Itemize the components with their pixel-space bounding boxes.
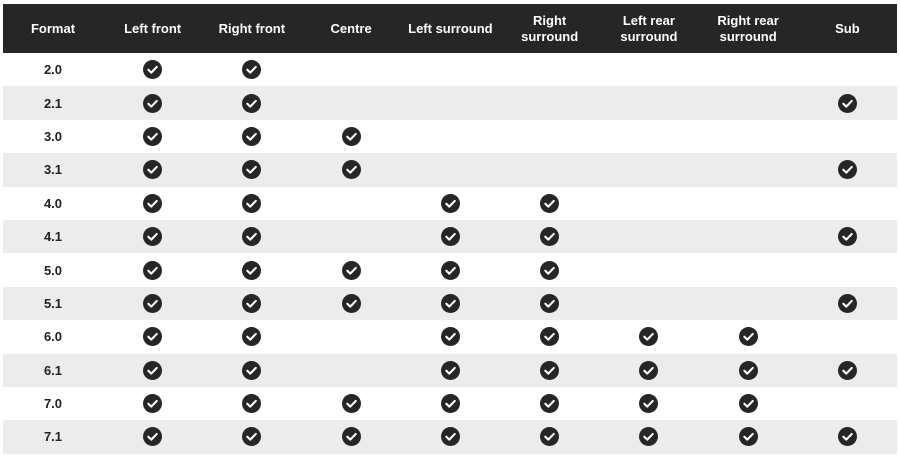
table-row — [3, 320, 897, 353]
header-sub: Sub — [798, 4, 897, 53]
channel-cell — [302, 320, 401, 353]
format-cell: 7.0 — [3, 387, 103, 420]
channel-cell — [599, 420, 698, 453]
channel-cell — [798, 153, 897, 186]
channel-cell — [699, 420, 798, 453]
channel-cell — [798, 187, 897, 220]
channel-cell — [500, 320, 599, 353]
check-circle-icon — [441, 261, 460, 280]
channel-cell — [302, 387, 401, 420]
check-circle-icon — [540, 394, 559, 413]
check-circle-icon — [441, 327, 460, 346]
channel-cell — [798, 387, 897, 420]
check-circle-icon — [143, 361, 162, 380]
channel-cell — [401, 187, 500, 220]
channel-cell — [202, 287, 301, 320]
check-circle-icon — [242, 160, 261, 179]
check-circle-icon — [838, 160, 857, 179]
format-cell: 4.1 — [3, 220, 103, 253]
channel-cell — [302, 153, 401, 186]
format-cell: 5.0 — [3, 253, 103, 286]
channel-cell — [500, 220, 599, 253]
speaker-format-table-container — [3, 4, 897, 454]
channel-cell — [500, 86, 599, 119]
channel-cell — [401, 320, 500, 353]
channel-cell — [401, 420, 500, 453]
channel-cell — [103, 287, 202, 320]
channel-cell — [699, 220, 798, 253]
channel-cell — [599, 53, 698, 86]
channel-cell — [599, 387, 698, 420]
channel-cell — [103, 153, 202, 186]
channel-cell — [103, 53, 202, 86]
check-circle-icon — [540, 361, 559, 380]
check-circle-icon — [143, 127, 162, 146]
table-row — [3, 354, 897, 387]
format-cell: 6.0 — [3, 320, 103, 353]
check-circle-icon — [639, 327, 658, 346]
check-circle-icon — [342, 261, 361, 280]
channel-cell — [202, 387, 301, 420]
speaker-format-table — [3, 4, 897, 454]
table-row — [3, 120, 897, 153]
channel-cell — [798, 354, 897, 387]
check-circle-icon — [540, 227, 559, 246]
channel-cell — [500, 187, 599, 220]
check-circle-icon — [143, 227, 162, 246]
check-circle-icon — [441, 294, 460, 313]
channel-cell — [500, 287, 599, 320]
channel-cell — [500, 120, 599, 153]
check-circle-icon — [838, 227, 857, 246]
channel-cell — [401, 153, 500, 186]
channel-cell — [302, 86, 401, 119]
check-circle-icon — [143, 60, 162, 79]
channel-cell — [699, 187, 798, 220]
channel-cell — [302, 53, 401, 86]
channel-cell — [401, 86, 500, 119]
check-circle-icon — [342, 160, 361, 179]
channel-cell — [302, 354, 401, 387]
check-circle-icon — [143, 294, 162, 313]
check-circle-icon — [242, 194, 261, 213]
table-row — [3, 153, 897, 186]
channel-cell — [103, 86, 202, 119]
channel-cell — [699, 354, 798, 387]
table-row — [3, 253, 897, 286]
channel-cell — [302, 253, 401, 286]
channel-cell — [401, 53, 500, 86]
check-circle-icon — [639, 361, 658, 380]
header-format: Format — [3, 4, 103, 53]
channel-cell — [500, 153, 599, 186]
check-circle-icon — [739, 327, 758, 346]
channel-cell — [699, 86, 798, 119]
channel-cell — [599, 253, 698, 286]
table-row — [3, 287, 897, 320]
channel-cell — [103, 220, 202, 253]
check-circle-icon — [441, 394, 460, 413]
channel-cell — [798, 320, 897, 353]
check-circle-icon — [143, 427, 162, 446]
channel-cell — [699, 287, 798, 320]
check-circle-icon — [342, 427, 361, 446]
channel-cell — [202, 53, 301, 86]
channel-cell — [103, 320, 202, 353]
format-cell: 2.1 — [3, 86, 103, 119]
check-circle-icon — [342, 294, 361, 313]
check-circle-icon — [441, 227, 460, 246]
channel-cell — [798, 253, 897, 286]
channel-cell — [699, 253, 798, 286]
check-circle-icon — [838, 361, 857, 380]
check-circle-icon — [242, 427, 261, 446]
channel-cell — [599, 220, 698, 253]
format-cell: 6.1 — [3, 354, 103, 387]
check-circle-icon — [143, 94, 162, 113]
channel-cell — [798, 420, 897, 453]
format-cell: 2.0 — [3, 53, 103, 86]
channel-cell — [103, 253, 202, 286]
format-cell: 5.1 — [3, 287, 103, 320]
check-circle-icon — [739, 361, 758, 380]
header-left-rear-surround: Left rear surround — [599, 4, 698, 53]
header-left-front: Left front — [103, 4, 202, 53]
check-circle-icon — [441, 427, 460, 446]
channel-cell — [401, 253, 500, 286]
table-row — [3, 420, 897, 453]
channel-cell — [302, 220, 401, 253]
check-circle-icon — [441, 194, 460, 213]
channel-cell — [699, 153, 798, 186]
table-row — [3, 53, 897, 86]
format-cell: 3.1 — [3, 153, 103, 186]
check-circle-icon — [639, 427, 658, 446]
channel-cell — [202, 220, 301, 253]
check-circle-icon — [143, 327, 162, 346]
check-circle-icon — [540, 427, 559, 446]
format-cell: 4.0 — [3, 187, 103, 220]
channel-cell — [798, 53, 897, 86]
check-circle-icon — [540, 327, 559, 346]
channel-cell — [202, 420, 301, 453]
channel-cell — [401, 220, 500, 253]
check-circle-icon — [242, 60, 261, 79]
channel-cell — [401, 287, 500, 320]
channel-cell — [202, 120, 301, 153]
check-circle-icon — [242, 261, 261, 280]
table-row — [3, 187, 897, 220]
format-cell: 3.0 — [3, 120, 103, 153]
table-body — [3, 53, 897, 454]
channel-cell — [401, 120, 500, 153]
channel-cell — [103, 187, 202, 220]
check-circle-icon — [739, 427, 758, 446]
channel-cell — [599, 320, 698, 353]
channel-cell — [202, 153, 301, 186]
check-circle-icon — [838, 427, 857, 446]
channel-cell — [599, 120, 698, 153]
channel-cell — [500, 253, 599, 286]
check-circle-icon — [242, 227, 261, 246]
channel-cell — [500, 53, 599, 86]
channel-cell — [699, 53, 798, 86]
channel-cell — [500, 387, 599, 420]
check-circle-icon — [342, 127, 361, 146]
channel-cell — [202, 187, 301, 220]
channel-cell — [798, 287, 897, 320]
header-row — [3, 4, 897, 53]
table-row — [3, 220, 897, 253]
channel-cell — [202, 354, 301, 387]
header-right-surround: Right surround — [500, 4, 599, 53]
check-circle-icon — [143, 194, 162, 213]
header-centre: Centre — [302, 4, 401, 53]
channel-cell — [103, 354, 202, 387]
channel-cell — [202, 86, 301, 119]
channel-cell — [599, 354, 698, 387]
channel-cell — [599, 187, 698, 220]
check-circle-icon — [540, 261, 559, 280]
channel-cell — [302, 420, 401, 453]
check-circle-icon — [242, 394, 261, 413]
format-cell: 7.1 — [3, 420, 103, 453]
check-circle-icon — [242, 294, 261, 313]
channel-cell — [599, 86, 698, 119]
check-circle-icon — [242, 94, 261, 113]
check-circle-icon — [838, 294, 857, 313]
channel-cell — [202, 320, 301, 353]
channel-cell — [599, 153, 698, 186]
check-circle-icon — [441, 361, 460, 380]
channel-cell — [302, 287, 401, 320]
check-circle-icon — [242, 361, 261, 380]
channel-cell — [103, 387, 202, 420]
channel-cell — [103, 420, 202, 453]
check-circle-icon — [838, 94, 857, 113]
channel-cell — [103, 120, 202, 153]
channel-cell — [798, 86, 897, 119]
channel-cell — [401, 354, 500, 387]
check-circle-icon — [342, 394, 361, 413]
channel-cell — [798, 220, 897, 253]
check-circle-icon — [242, 127, 261, 146]
header-right-front: Right front — [202, 4, 301, 53]
check-circle-icon — [540, 194, 559, 213]
channel-cell — [699, 120, 798, 153]
channel-cell — [699, 387, 798, 420]
check-circle-icon — [639, 394, 658, 413]
channel-cell — [202, 253, 301, 286]
header-left-surround: Left surround — [401, 4, 500, 53]
check-circle-icon — [540, 294, 559, 313]
channel-cell — [699, 320, 798, 353]
check-circle-icon — [143, 394, 162, 413]
header-right-rear-surround: Right rear surround — [699, 4, 798, 53]
check-circle-icon — [739, 394, 758, 413]
channel-cell — [599, 287, 698, 320]
check-circle-icon — [143, 261, 162, 280]
channel-cell — [798, 120, 897, 153]
table-row — [3, 387, 897, 420]
table-row — [3, 86, 897, 119]
channel-cell — [302, 120, 401, 153]
channel-cell — [500, 354, 599, 387]
channel-cell — [500, 420, 599, 453]
check-circle-icon — [143, 160, 162, 179]
channel-cell — [401, 387, 500, 420]
check-circle-icon — [242, 327, 261, 346]
channel-cell — [302, 187, 401, 220]
